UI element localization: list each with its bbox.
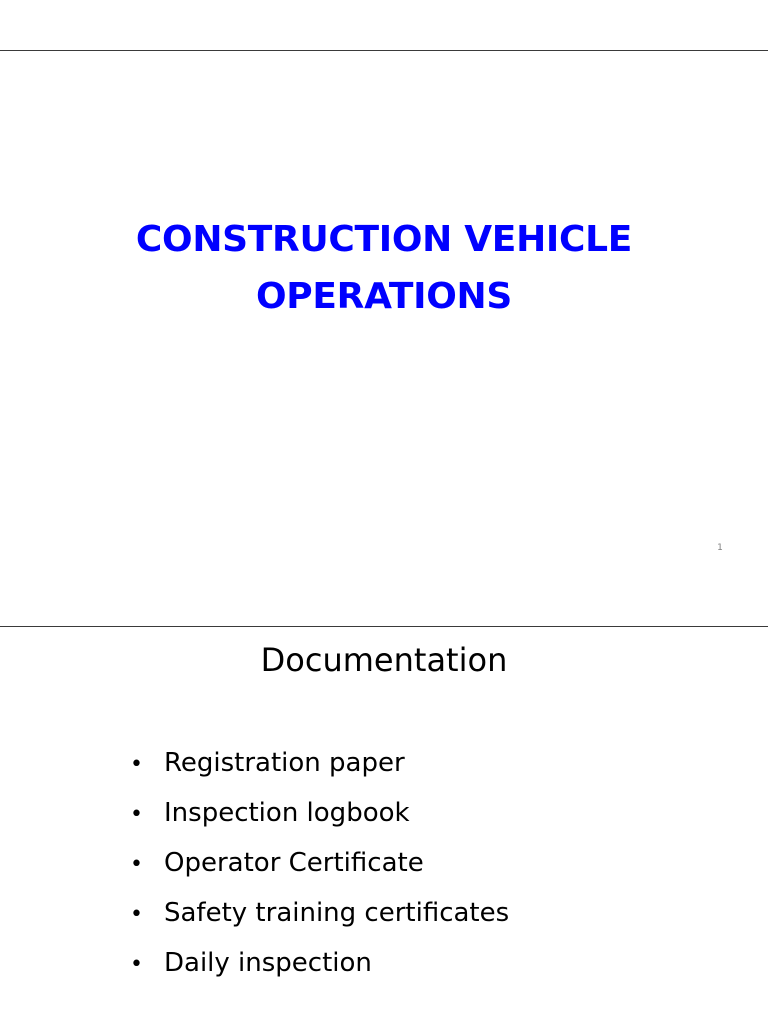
bullet-text: Registration paper (164, 748, 405, 778)
bullet-icon: • (130, 752, 143, 777)
slide-1-title-line-2: OPERATIONS (256, 276, 512, 317)
list-item (130, 789, 509, 839)
list-item (130, 889, 509, 939)
bullet-text: Operator Certificate (164, 848, 424, 878)
list-item (130, 739, 509, 789)
bullet-icon: • (130, 852, 143, 877)
list-item (130, 839, 509, 889)
bullet-list (130, 739, 509, 989)
bullet-text: Safety training certificates (164, 898, 510, 928)
slide-1-title (60, 211, 708, 325)
slide-2-top-border (0, 626, 768, 627)
bullet-icon: • (130, 802, 143, 827)
bullet-text: Inspection logbook (164, 798, 410, 828)
bullet-text: Daily inspection (164, 948, 372, 978)
slide-1-top-border (0, 50, 768, 51)
bullet-icon: • (130, 902, 143, 927)
list-item (130, 939, 509, 989)
bullet-icon: • (130, 952, 143, 977)
slide-2-title: Documentation (260, 641, 508, 679)
slide-1-title-line-1: CONSTRUCTION VEHICLE (135, 219, 633, 260)
slide-number: 1 (717, 543, 723, 553)
